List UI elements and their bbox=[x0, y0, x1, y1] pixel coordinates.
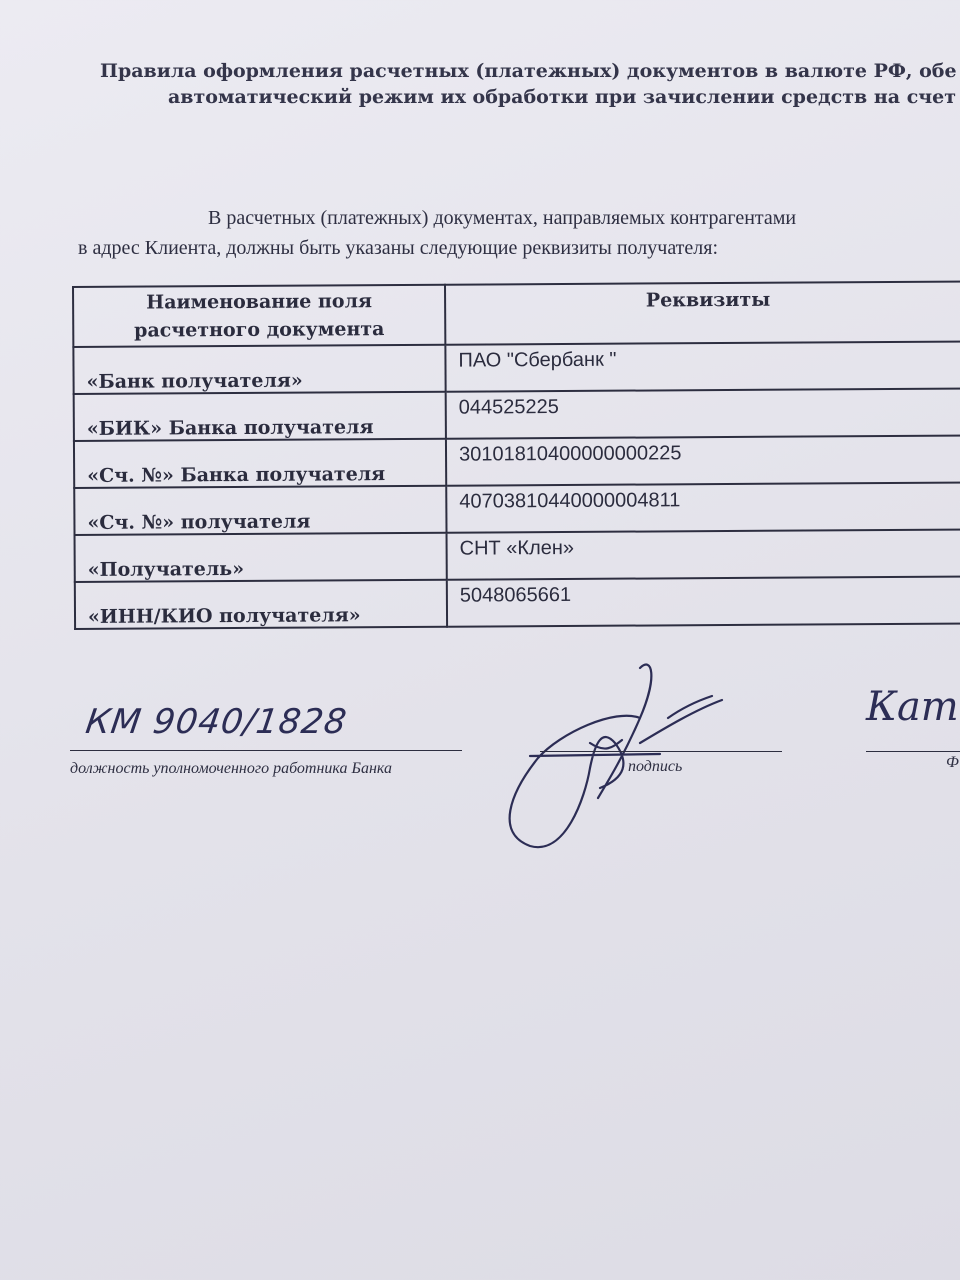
signature-caption: подпись bbox=[628, 758, 683, 775]
row-field-bik: «БИК» Банка получателя bbox=[74, 392, 446, 441]
row-field-recipient-account: «Сч. №» получателя bbox=[74, 486, 446, 535]
name-caption: Ф bbox=[946, 754, 959, 771]
intro-line-2: в адрес Клиента, должны быть указаны следующие реквизиты получателя: bbox=[78, 237, 719, 259]
position-caption: должность уполномоченного работника Банка bbox=[70, 760, 392, 777]
row-field-bank-account: «Сч. №» Банка получателя bbox=[74, 439, 446, 488]
header-requisites: Реквизиты bbox=[445, 282, 960, 345]
table-row bbox=[75, 577, 960, 629]
title-line-1: Правила оформления расчетных (платежных) документов в валюте РФ, обе bbox=[100, 60, 957, 82]
intro-line-1: В расчетных (платежных) документах, направляемых контрагентами bbox=[208, 207, 797, 229]
row-value-recipient-account: 40703810440000004811 bbox=[446, 483, 960, 533]
title-line-2: автоматический режим их обработки при зачислении средств на счет bbox=[168, 86, 957, 108]
table-row bbox=[75, 530, 960, 582]
table-row bbox=[74, 389, 960, 441]
row-value-bank: ПАО "Сбербанк " bbox=[445, 342, 960, 392]
row-field-recipient: «Получатель» bbox=[75, 533, 447, 582]
row-field-inn: «ИНН/КИО получателя» bbox=[75, 580, 447, 629]
table-header-row bbox=[73, 282, 960, 347]
requisites-table bbox=[72, 281, 960, 630]
signature-line bbox=[540, 751, 782, 752]
row-value-bik: 044525225 bbox=[446, 389, 960, 439]
signature-block bbox=[0, 640, 960, 870]
handwritten-name: Кат bbox=[866, 684, 959, 730]
row-value-bank-account: 30101810400000000225 bbox=[446, 436, 960, 486]
row-value-inn: 5048065661 bbox=[447, 577, 960, 627]
table-row bbox=[74, 483, 960, 535]
signature-scribble bbox=[490, 648, 730, 858]
intro-paragraph bbox=[78, 203, 960, 263]
table-row bbox=[74, 436, 960, 488]
row-field-bank: «Банк получателя» bbox=[73, 345, 445, 394]
name-line bbox=[866, 751, 960, 752]
document-title bbox=[100, 58, 960, 110]
row-value-recipient: СНТ «Клен» bbox=[447, 530, 960, 580]
position-line bbox=[70, 750, 462, 751]
header-field-name: Наименование поля расчетного документа bbox=[73, 285, 445, 347]
handwritten-position: КМ 9040/1828 bbox=[83, 702, 350, 742]
table-row bbox=[73, 342, 960, 394]
